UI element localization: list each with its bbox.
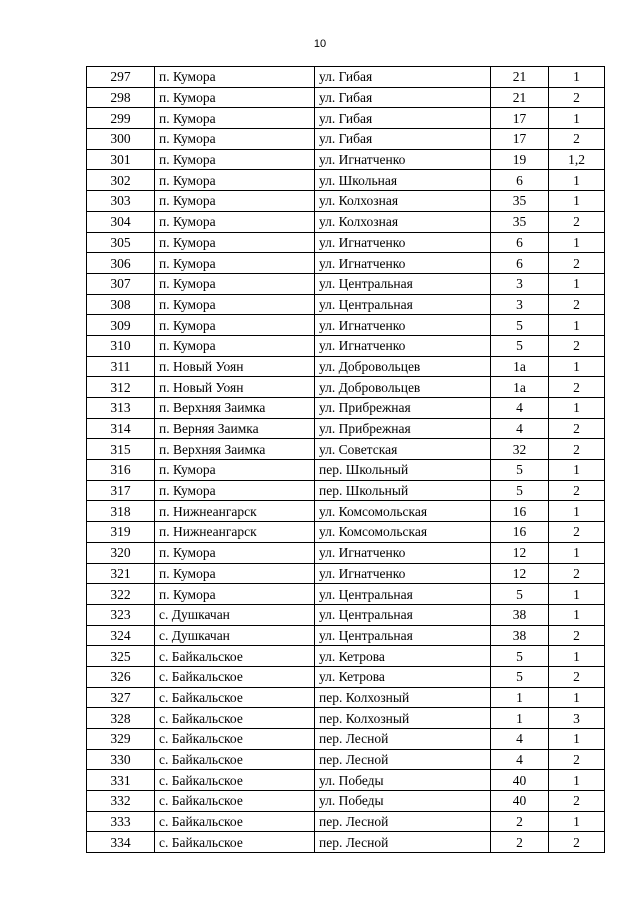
row-number-cell: 315 — [87, 439, 155, 460]
house-number-cell: 35 — [491, 211, 549, 232]
street-cell: ул. Кетрова — [315, 646, 491, 667]
row-number-cell: 309 — [87, 315, 155, 336]
row-number-cell: 303 — [87, 191, 155, 212]
street-cell: ул. Центральная — [315, 604, 491, 625]
street-cell: ул. Колхозная — [315, 191, 491, 212]
house-number-cell: 16 — [491, 501, 549, 522]
row-number-cell: 307 — [87, 273, 155, 294]
house-number-cell: 16 — [491, 522, 549, 543]
street-cell: пер. Лесной — [315, 749, 491, 770]
apartment-cell: 1 — [549, 108, 605, 129]
table-row — [87, 335, 605, 356]
street-cell: ул. Прибрежная — [315, 418, 491, 439]
settlement-cell: с. Байкальское — [155, 729, 315, 750]
settlement-cell: с. Байкальское — [155, 708, 315, 729]
row-number-cell: 317 — [87, 480, 155, 501]
house-number-cell: 4 — [491, 418, 549, 439]
table-row — [87, 356, 605, 377]
address-table-body — [87, 67, 605, 853]
table-row — [87, 439, 605, 460]
house-number-cell: 6 — [491, 170, 549, 191]
settlement-cell: с. Байкальское — [155, 770, 315, 791]
table-row — [87, 542, 605, 563]
street-cell: ул. Комсомольская — [315, 522, 491, 543]
street-cell: ул. Гибая — [315, 67, 491, 88]
street-cell: пер. Школьный — [315, 460, 491, 481]
street-cell: ул. Комсомольская — [315, 501, 491, 522]
table-row — [87, 149, 605, 170]
table-row — [87, 646, 605, 667]
street-cell: ул. Кетрова — [315, 666, 491, 687]
row-number-cell: 332 — [87, 791, 155, 812]
settlement-cell: с. Душкачан — [155, 604, 315, 625]
table-row — [87, 687, 605, 708]
apartment-cell: 2 — [549, 625, 605, 646]
apartment-cell: 2 — [549, 791, 605, 812]
apartment-cell: 1 — [549, 191, 605, 212]
table-row — [87, 729, 605, 750]
street-cell: ул. Прибрежная — [315, 398, 491, 419]
house-number-cell: 2 — [491, 811, 549, 832]
street-cell: ул. Игнатченко — [315, 315, 491, 336]
settlement-cell: п. Нижнеангарск — [155, 501, 315, 522]
table-row — [87, 170, 605, 191]
house-number-cell: 38 — [491, 604, 549, 625]
apartment-cell: 1 — [549, 273, 605, 294]
settlement-cell: п. Кумора — [155, 273, 315, 294]
house-number-cell: 4 — [491, 749, 549, 770]
apartment-cell: 1 — [549, 356, 605, 377]
house-number-cell: 4 — [491, 729, 549, 750]
street-cell: ул. Гибая — [315, 108, 491, 129]
apartment-cell: 2 — [549, 522, 605, 543]
settlement-cell: п. Кумора — [155, 335, 315, 356]
settlement-cell: п. Кумора — [155, 67, 315, 88]
row-number-cell: 308 — [87, 294, 155, 315]
apartment-cell: 1 — [549, 460, 605, 481]
apartment-cell: 2 — [549, 439, 605, 460]
table-row — [87, 584, 605, 605]
apartment-cell: 2 — [549, 335, 605, 356]
house-number-cell: 38 — [491, 625, 549, 646]
row-number-cell: 333 — [87, 811, 155, 832]
apartment-cell: 1 — [549, 729, 605, 750]
settlement-cell: п. Кумора — [155, 480, 315, 501]
apartment-cell: 1 — [549, 501, 605, 522]
row-number-cell: 310 — [87, 335, 155, 356]
table-row — [87, 832, 605, 853]
row-number-cell: 306 — [87, 253, 155, 274]
street-cell: ул. Игнатченко — [315, 253, 491, 274]
row-number-cell: 322 — [87, 584, 155, 605]
house-number-cell: 17 — [491, 129, 549, 150]
street-cell: пер. Лесной — [315, 832, 491, 853]
table-row — [87, 480, 605, 501]
table-row — [87, 211, 605, 232]
apartment-cell: 3 — [549, 708, 605, 729]
house-number-cell: 6 — [491, 253, 549, 274]
apartment-cell: 2 — [549, 480, 605, 501]
street-cell: ул. Игнатченко — [315, 542, 491, 563]
house-number-cell: 32 — [491, 439, 549, 460]
table-row — [87, 501, 605, 522]
house-number-cell: 1 — [491, 687, 549, 708]
table-row — [87, 67, 605, 88]
table-row — [87, 273, 605, 294]
apartment-cell: 1 — [549, 170, 605, 191]
row-number-cell: 328 — [87, 708, 155, 729]
apartment-cell: 1 — [549, 770, 605, 791]
apartment-cell: 1 — [549, 646, 605, 667]
street-cell: ул. Добровольцев — [315, 377, 491, 398]
house-number-cell: 1а — [491, 377, 549, 398]
row-number-cell: 334 — [87, 832, 155, 853]
settlement-cell: п. Кумора — [155, 294, 315, 315]
settlement-cell: п. Кумора — [155, 253, 315, 274]
house-number-cell: 1 — [491, 708, 549, 729]
street-cell: пер. Школьный — [315, 480, 491, 501]
street-cell: ул. Игнатченко — [315, 149, 491, 170]
apartment-cell: 1 — [549, 604, 605, 625]
street-cell: ул. Игнатченко — [315, 563, 491, 584]
house-number-cell: 5 — [491, 646, 549, 667]
house-number-cell: 5 — [491, 480, 549, 501]
row-number-cell: 316 — [87, 460, 155, 481]
house-number-cell: 5 — [491, 666, 549, 687]
street-cell: ул. Гибая — [315, 87, 491, 108]
table-row — [87, 294, 605, 315]
settlement-cell: п. Кумора — [155, 149, 315, 170]
apartment-cell: 1 — [549, 315, 605, 336]
row-number-cell: 321 — [87, 563, 155, 584]
apartment-cell: 1 — [549, 584, 605, 605]
table-row — [87, 398, 605, 419]
street-cell: ул. Колхозная — [315, 211, 491, 232]
row-number-cell: 297 — [87, 67, 155, 88]
row-number-cell: 313 — [87, 398, 155, 419]
table-row — [87, 232, 605, 253]
house-number-cell: 19 — [491, 149, 549, 170]
table-row — [87, 418, 605, 439]
house-number-cell: 12 — [491, 563, 549, 584]
settlement-cell: п. Кумора — [155, 232, 315, 253]
table-row — [87, 315, 605, 336]
apartment-cell: 2 — [549, 87, 605, 108]
apartment-cell: 2 — [549, 563, 605, 584]
house-number-cell: 21 — [491, 87, 549, 108]
row-number-cell: 299 — [87, 108, 155, 129]
row-number-cell: 298 — [87, 87, 155, 108]
apartment-cell: 2 — [549, 377, 605, 398]
row-number-cell: 312 — [87, 377, 155, 398]
row-number-cell: 300 — [87, 129, 155, 150]
table-row — [87, 749, 605, 770]
apartment-cell: 1 — [549, 232, 605, 253]
settlement-cell: п. Кумора — [155, 563, 315, 584]
house-number-cell: 5 — [491, 335, 549, 356]
table-row — [87, 460, 605, 481]
table-row — [87, 108, 605, 129]
apartment-cell: 2 — [549, 129, 605, 150]
table-row — [87, 377, 605, 398]
house-number-cell: 21 — [491, 67, 549, 88]
table-row — [87, 129, 605, 150]
table-row — [87, 604, 605, 625]
house-number-cell: 12 — [491, 542, 549, 563]
house-number-cell: 2 — [491, 832, 549, 853]
house-number-cell: 35 — [491, 191, 549, 212]
house-number-cell: 5 — [491, 315, 549, 336]
settlement-cell: п. Кумора — [155, 108, 315, 129]
row-number-cell: 311 — [87, 356, 155, 377]
row-number-cell: 324 — [87, 625, 155, 646]
street-cell: ул. Советская — [315, 439, 491, 460]
street-cell: ул. Добровольцев — [315, 356, 491, 377]
apartment-cell: 1 — [549, 811, 605, 832]
house-number-cell: 5 — [491, 584, 549, 605]
house-number-cell: 40 — [491, 770, 549, 791]
street-cell: ул. Победы — [315, 791, 491, 812]
table-row — [87, 87, 605, 108]
street-cell: ул. Гибая — [315, 129, 491, 150]
table-row — [87, 791, 605, 812]
apartment-cell: 1 — [549, 67, 605, 88]
table-row — [87, 191, 605, 212]
row-number-cell: 326 — [87, 666, 155, 687]
apartment-cell: 2 — [549, 294, 605, 315]
row-number-cell: 325 — [87, 646, 155, 667]
row-number-cell: 330 — [87, 749, 155, 770]
table-row — [87, 666, 605, 687]
settlement-cell: с. Байкальское — [155, 791, 315, 812]
table-row — [87, 253, 605, 274]
row-number-cell: 314 — [87, 418, 155, 439]
settlement-cell: п. Кумора — [155, 542, 315, 563]
house-number-cell: 1а — [491, 356, 549, 377]
row-number-cell: 331 — [87, 770, 155, 791]
settlement-cell: п. Кумора — [155, 460, 315, 481]
table-row — [87, 708, 605, 729]
settlement-cell: п. Новый Уоян — [155, 377, 315, 398]
apartment-cell: 1 — [549, 542, 605, 563]
house-number-cell: 40 — [491, 791, 549, 812]
settlement-cell: с. Байкальское — [155, 749, 315, 770]
house-number-cell: 4 — [491, 398, 549, 419]
row-number-cell: 304 — [87, 211, 155, 232]
street-cell: пер. Лесной — [315, 729, 491, 750]
row-number-cell: 320 — [87, 542, 155, 563]
apartment-cell: 2 — [549, 832, 605, 853]
settlement-cell: с. Байкальское — [155, 832, 315, 853]
settlement-cell: с. Байкальское — [155, 687, 315, 708]
settlement-cell: п. Кумора — [155, 87, 315, 108]
row-number-cell: 327 — [87, 687, 155, 708]
settlement-cell: п. Кумора — [155, 584, 315, 605]
settlement-cell: с. Душкачан — [155, 625, 315, 646]
page-number: 10 — [313, 38, 327, 50]
row-number-cell: 302 — [87, 170, 155, 191]
settlement-cell: п. Кумора — [155, 129, 315, 150]
street-cell: пер. Колхозный — [315, 708, 491, 729]
row-number-cell: 323 — [87, 604, 155, 625]
row-number-cell: 301 — [87, 149, 155, 170]
settlement-cell: с. Байкальское — [155, 646, 315, 667]
table-row — [87, 625, 605, 646]
street-cell: ул. Победы — [315, 770, 491, 791]
house-number-cell: 3 — [491, 294, 549, 315]
settlement-cell: с. Байкальское — [155, 666, 315, 687]
row-number-cell: 305 — [87, 232, 155, 253]
table-row — [87, 770, 605, 791]
apartment-cell: 2 — [549, 253, 605, 274]
apartment-cell: 2 — [549, 418, 605, 439]
row-number-cell: 319 — [87, 522, 155, 543]
house-number-cell: 6 — [491, 232, 549, 253]
row-number-cell: 318 — [87, 501, 155, 522]
table-row — [87, 522, 605, 543]
settlement-cell: с. Байкальское — [155, 811, 315, 832]
street-cell: ул. Игнатченко — [315, 335, 491, 356]
apartment-cell: 1,2 — [549, 149, 605, 170]
house-number-cell: 3 — [491, 273, 549, 294]
street-cell: ул. Школьная — [315, 170, 491, 191]
settlement-cell: п. Нижнеангарск — [155, 522, 315, 543]
table-row — [87, 563, 605, 584]
street-cell: ул. Центральная — [315, 294, 491, 315]
house-number-cell: 17 — [491, 108, 549, 129]
settlement-cell: п. Кумора — [155, 191, 315, 212]
street-cell: пер. Колхозный — [315, 687, 491, 708]
apartment-cell: 2 — [549, 749, 605, 770]
apartment-cell: 1 — [549, 687, 605, 708]
settlement-cell: п. Верняя Заимка — [155, 418, 315, 439]
street-cell: ул. Центральная — [315, 273, 491, 294]
settlement-cell: п. Верхняя Заимка — [155, 398, 315, 419]
street-cell: пер. Лесной — [315, 811, 491, 832]
street-cell: ул. Центральная — [315, 625, 491, 646]
address-table — [86, 66, 605, 853]
house-number-cell: 5 — [491, 460, 549, 481]
table-row — [87, 811, 605, 832]
apartment-cell: 1 — [549, 398, 605, 419]
apartment-cell: 2 — [549, 211, 605, 232]
street-cell: ул. Центральная — [315, 584, 491, 605]
settlement-cell: п. Кумора — [155, 315, 315, 336]
apartment-cell: 2 — [549, 666, 605, 687]
settlement-cell: п. Кумора — [155, 211, 315, 232]
row-number-cell: 329 — [87, 729, 155, 750]
settlement-cell: п. Новый Уоян — [155, 356, 315, 377]
settlement-cell: п. Верхняя Заимка — [155, 439, 315, 460]
street-cell: ул. Игнатченко — [315, 232, 491, 253]
settlement-cell: п. Кумора — [155, 170, 315, 191]
